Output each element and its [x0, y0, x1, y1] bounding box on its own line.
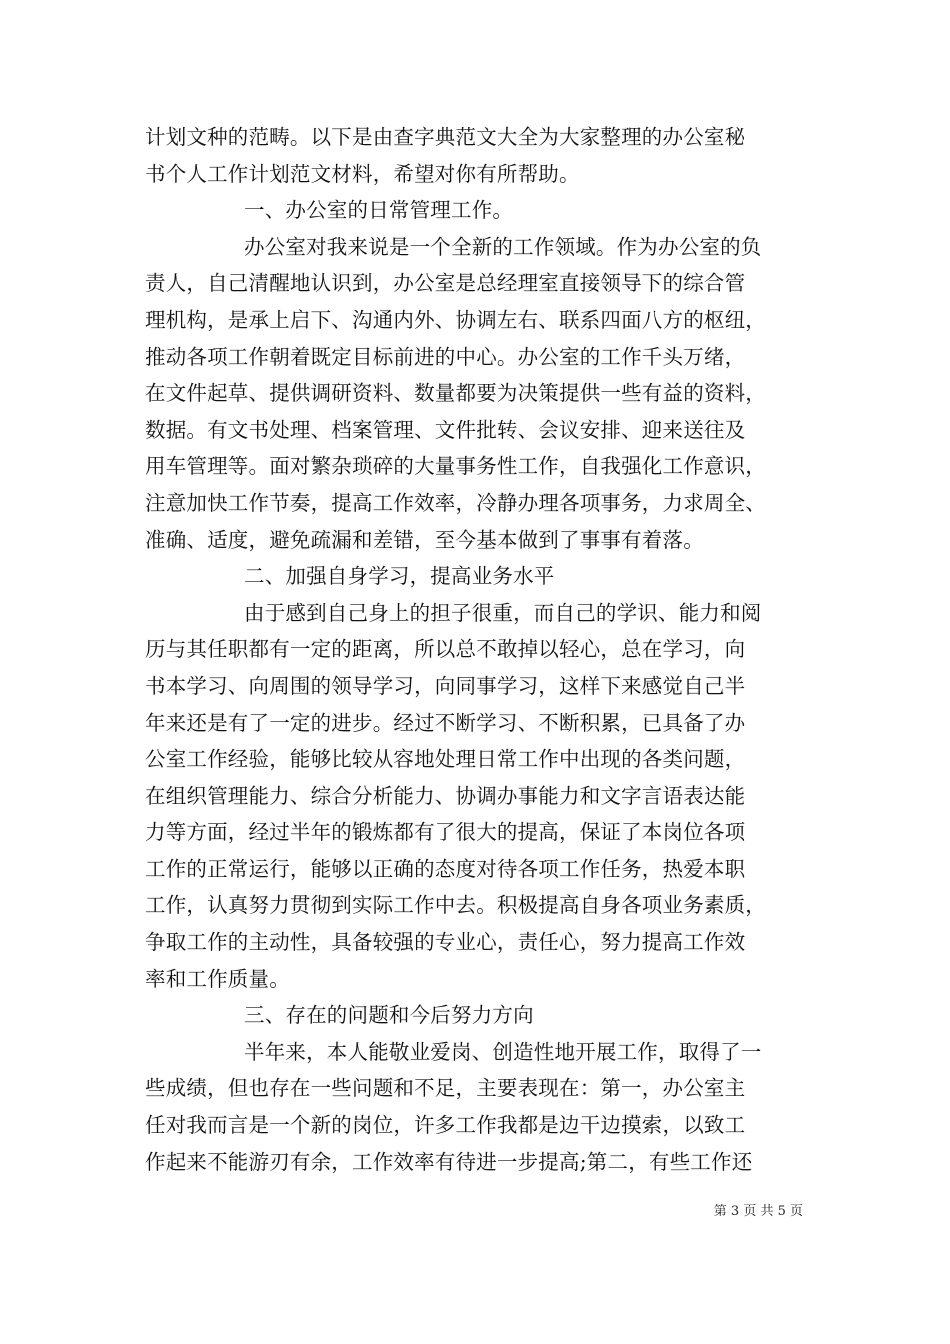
text-line: 三、存在的问题和今后努力方向	[244, 1003, 534, 1028]
text-line: 注意加快工作节奏，提高工作效率，冷静办理各项事务，力求周全、	[145, 490, 766, 515]
text-line: 准确、适度，避免疏漏和差错，至今基本做到了事事有着落。	[145, 527, 704, 552]
page-number: 第 3 页 共 5 页	[713, 1204, 803, 1219]
text-line: 责人，自己清醒地认识到，办公室是总经理室直接领导下的综合管	[145, 271, 746, 296]
text-line: 二、加强自身学习，提高业务水平	[244, 564, 555, 589]
text-line: 半年来，本人能敬业爱岗、创造性地开展工作，取得了一	[244, 1039, 762, 1064]
text-line: 数据。有文书处理、档案管理、文件批转、会议安排、迎来送往及	[145, 417, 746, 442]
text-line: 工作，认真努力贯彻到实际工作中去。积极提高自身各项业务素质，	[145, 893, 766, 918]
text-line: 率和工作质量。	[145, 966, 290, 991]
text-line: 理机构，是承上启下、沟通内外、协调左右、联系四面八方的枢纽，	[145, 307, 766, 332]
text-line: 推动各项工作朝着既定目标前进的中心。办公室的工作千头万绪，	[145, 344, 746, 369]
text-line: 作起来不能游刃有余，工作效率有待进一步提高;第二，有些工作还	[145, 1149, 753, 1174]
text-line: 书个人工作计划范文材料，希望对你有所帮助。	[145, 161, 580, 186]
text-line: 年来还是有了一定的进步。经过不断学习、不断积累，已具备了办	[145, 710, 746, 735]
text-line: 计划文种的范畴。以下是由查字典范文大全为大家整理的办公室秘	[145, 125, 746, 149]
text-line: 由于感到自己身上的担子很重，而自己的学识、能力和阅	[244, 600, 762, 625]
text-line: 历与其任职都有一定的距离，所以总不敢掉以轻心，总在学习，向	[145, 637, 746, 662]
text-line: 在组织管理能力、综合分析能力、协调办事能力和文字言语表达能	[145, 783, 746, 808]
text-line: 些成绩，但也存在一些问题和不足，主要表现在：第一，办公室主	[145, 1076, 746, 1101]
text-line: 办公室对我来说是一个全新的工作领域。作为办公室的负	[244, 234, 762, 259]
text-line: 争取工作的主动性，具备较强的专业心，责任心，努力提高工作效	[145, 930, 746, 955]
text-line: 在文件起草、提供调研资料、数量都要为决策提供一些有益的资料，	[145, 381, 766, 406]
text-line: 力等方面，经过半年的锻炼都有了很大的提高，保证了本岗位各项	[145, 820, 746, 845]
document-body	[145, 119, 825, 1180]
text-line: 工作的正常运行，能够以正确的态度对待各项工作任务，热爱本职	[145, 856, 746, 881]
text-line: 任对我而言是一个新的岗位，许多工作我都是边干边摸索，以致工	[145, 1113, 746, 1138]
text-line: 一、办公室的日常管理工作。	[244, 198, 514, 223]
text-line: 用车管理等。面对繁杂琐碎的大量事务性工作，自我强化工作意识，	[145, 454, 766, 479]
text-line: 书本学习、向周围的领导学习，向同事学习，这样下来感觉自己半	[145, 673, 746, 698]
text-line: 公室工作经验，能够比较从容地处理日常工作中出现的各类问题，	[145, 747, 746, 772]
